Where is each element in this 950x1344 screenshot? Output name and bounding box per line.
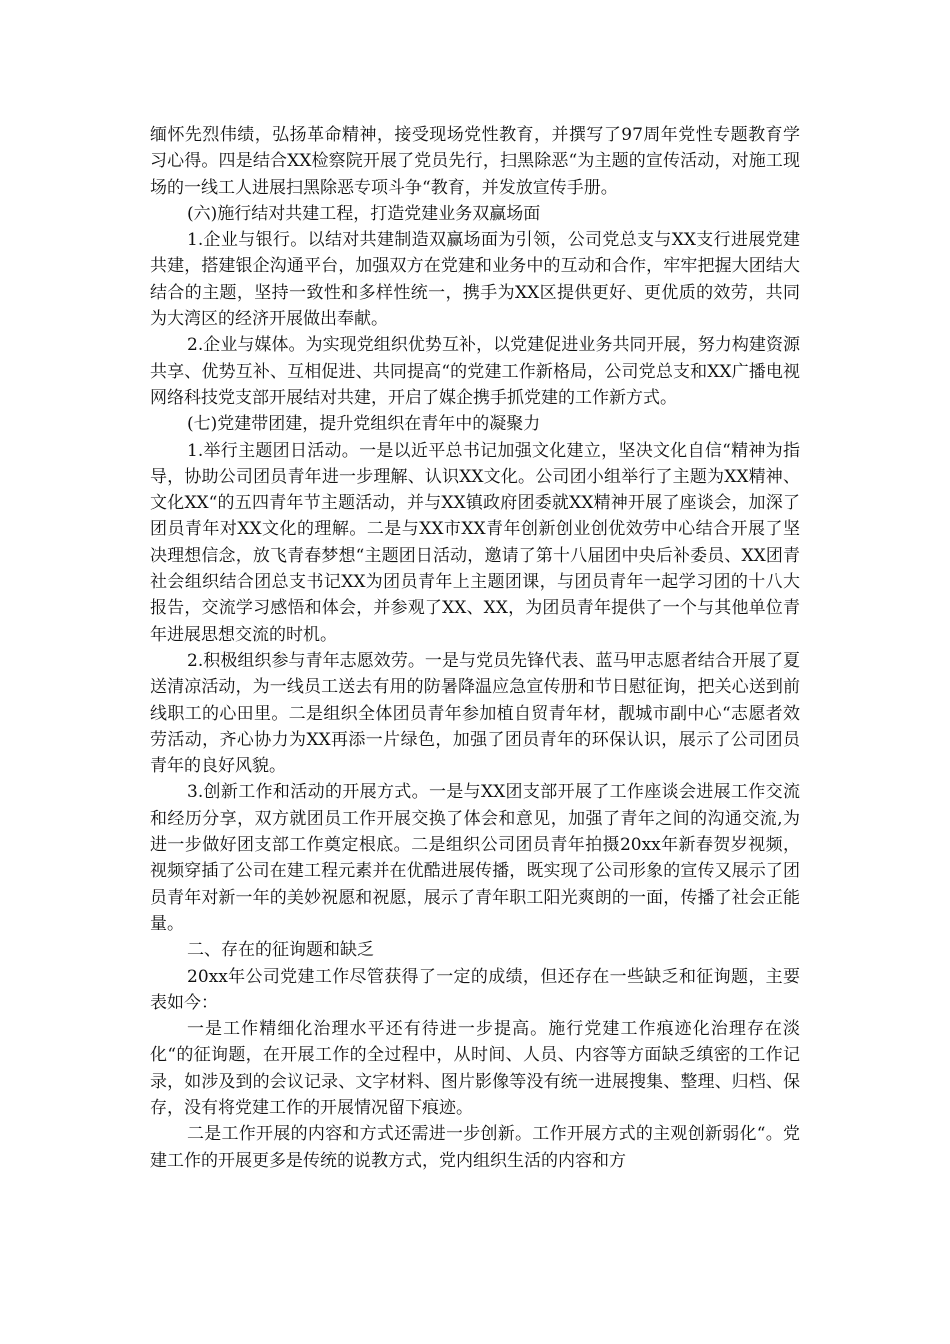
paragraph-innovation: 3.创新工作和活动的开展方式。一是与XX团支部开展了工作座谈会进展工作交流和经历分享，双方就团员工作开展交换了体会和意见，加强了青年之间的沟通交流,为进一步做好团支部工作奠定根底。二是组织公司团员青年拍摄20xx年新春贺岁视频，视频穿插了公司在建工程元素并在优酷进展传播，既实现了公司形象的宣传又展示了团员青年对新一年的美妙祝愿和祝愿，展示了青年职工阳光爽朗的一面，传播了社会正能量。 <box>150 782 800 934</box>
paragraph-enterprise-media: 2.企业与媒体。为实现党组织优势互补，以党建促进业务共同开展，努力构建资源共享、优势互补、互相促进、共同提高“的党建工作新格局，公司党总支和XX广播电视网络科技党支部开展结对共建，开启了媒企携手抓党建的工作新方式。 <box>150 335 800 408</box>
paragraph-problem-two: 二是工作开展的内容和方式还需进一步创新。工作开展方式的主观创新弱化“。党建工作的开展更多是传统的说教方式，党内组织生活的内容和方 <box>150 1124 800 1171</box>
paragraph-summary: 20xx年公司党建工作尽管获得了一定的成绩，但还存在一些缺乏和征询题，主要表如今： <box>150 966 800 1013</box>
paragraph-volunteer-service: 2.积极组织参与青年志愿效劳。一是与党员先锋代表、蓝马甲志愿者结合开展了夏送清凉活动，为一线员工送去有用的防暑降温应急宣传册和节日慰征询，把关心送到前线职工的心田里。二是组织全体团员青年参加植自贸青年材，靓城市副中心“志愿者效劳活动，齐心协力为XX再添一片绿色，加强了团员青年的环保认识，展示了公司团员青年的良好风貌。 <box>150 650 800 777</box>
paragraph-enterprise-bank: 1.企业与银行。以结对共建制造双赢场面为引领，公司党总支与XX支行进展党建共建，搭建银企沟通平台，加强双方在党建和业务中的互动和合作，牢牢把握大团结大结合的主题，坚持一致性和多样性统一，携手为XX区提供更好、更优质的效劳，共同为大湾区的经济开展做出奉献。 <box>150 230 800 330</box>
document-body <box>150 122 800 1174</box>
paragraph-continuation: 缅怀先烈伟绩，弘扬革命精神，接受现场党性教育，并撰写了97周年党性专题教育学习心得。四是结合XX检察院开展了党员先行，扫黑除恶“为主题的宣传活动，对施工现场的一线工人进展扫黑除恶专项斗争“教育，并发放宣传手册。 <box>150 125 800 198</box>
section-heading-seven: (七)党建带团建，提升党组织在青年中的凝聚力 <box>187 414 541 435</box>
paragraph-problem-one: 一是工作精细化治理水平还有待进一步提高。施行党建工作痕迹化治理存在淡化“的征询题，在开展工作的全过程中，从时间、人员、内容等方面缺乏缜密的工作记录，如涉及到的会议记录、文字材料、图片影像等没有统一进展搜集、整理、归档、保存，没有将党建工作的开展情况留下痕迹。 <box>150 1019 800 1118</box>
paragraph-theme-activity: 1.举行主题团日活动。一是以近平总书记加强文化建立，坚决文化自信“精神为指导，协助公司团员青年进一步理解、认识XX文化。公司团小组举行了主题为XX精神、文化XX“的五四青年节主题活动，并与XX镇政府团委就XX精神开展了座谈会，加深了团员青年对XX文化的理解。二是与XX市XX青年创新创业创优效劳中心结合开展了坚决理想信念，放飞青春梦想“主题团日活动，邀请了第十八届团中央后补委员、XX团青社会组织结合团总支书记XX为团员青年上主题团课，与团员青年一起学习团的十八大报告，交流学习感悟和体会，并参观了XX、XX，为团员青年提供了一个与其他单位青年进展思想交流的时机。 <box>150 440 800 645</box>
section-heading-six: (六)施行结对共建工程，打造党建业务双赢场面 <box>187 203 541 224</box>
section-heading-problems: 二、存在的征询题和缺乏 <box>187 940 374 961</box>
